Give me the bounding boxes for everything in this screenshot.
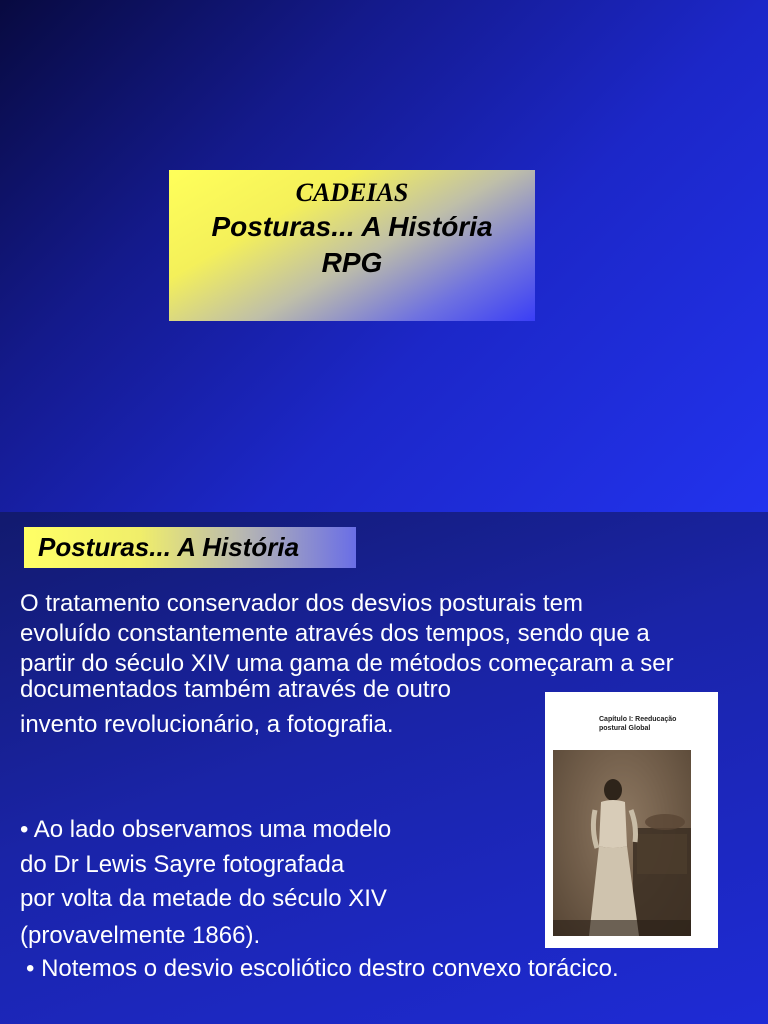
title-line-posturas: Posturas... A História <box>211 211 493 242</box>
model-figure-illustration <box>553 750 691 936</box>
paragraph-line: evoluído constantemente através dos tempos, sendo que a <box>20 620 650 647</box>
photo-caption <box>599 715 709 733</box>
paragraph-line: partir do século XIV uma gama de métodos começaram a ser <box>20 650 674 677</box>
content-slide <box>0 512 768 1024</box>
title-line-cadeias: CADEIAS <box>295 178 409 207</box>
paragraph-line: invento revolucionário, a fotografia. <box>20 711 394 738</box>
title-line-rpg: RPG <box>321 247 383 278</box>
bullet-line: • Ao lado observamos uma modelo <box>20 816 392 843</box>
bullet-line: • Notemos o desvio escoliótico destro convexo torácico. <box>26 955 619 982</box>
paragraph-line: documentados também através de outro <box>20 676 451 703</box>
paragraph-line: O tratamento conservador dos desvios posturais tem <box>20 590 583 617</box>
bullet-line: (provavelmente 1866). <box>20 922 261 949</box>
title-box <box>169 170 535 321</box>
photo-card <box>545 692 718 948</box>
slide-heading: Posturas... A História <box>24 527 356 568</box>
photo-caption-line: Capítulo I: Reeducação <box>599 716 677 723</box>
historical-photo <box>553 750 691 936</box>
photo-caption-line: postural Global <box>599 725 651 732</box>
bullet-line: do Dr Lewis Sayre fotografada <box>20 851 345 878</box>
bullet-line: por volta da metade do século XIV <box>20 885 387 912</box>
